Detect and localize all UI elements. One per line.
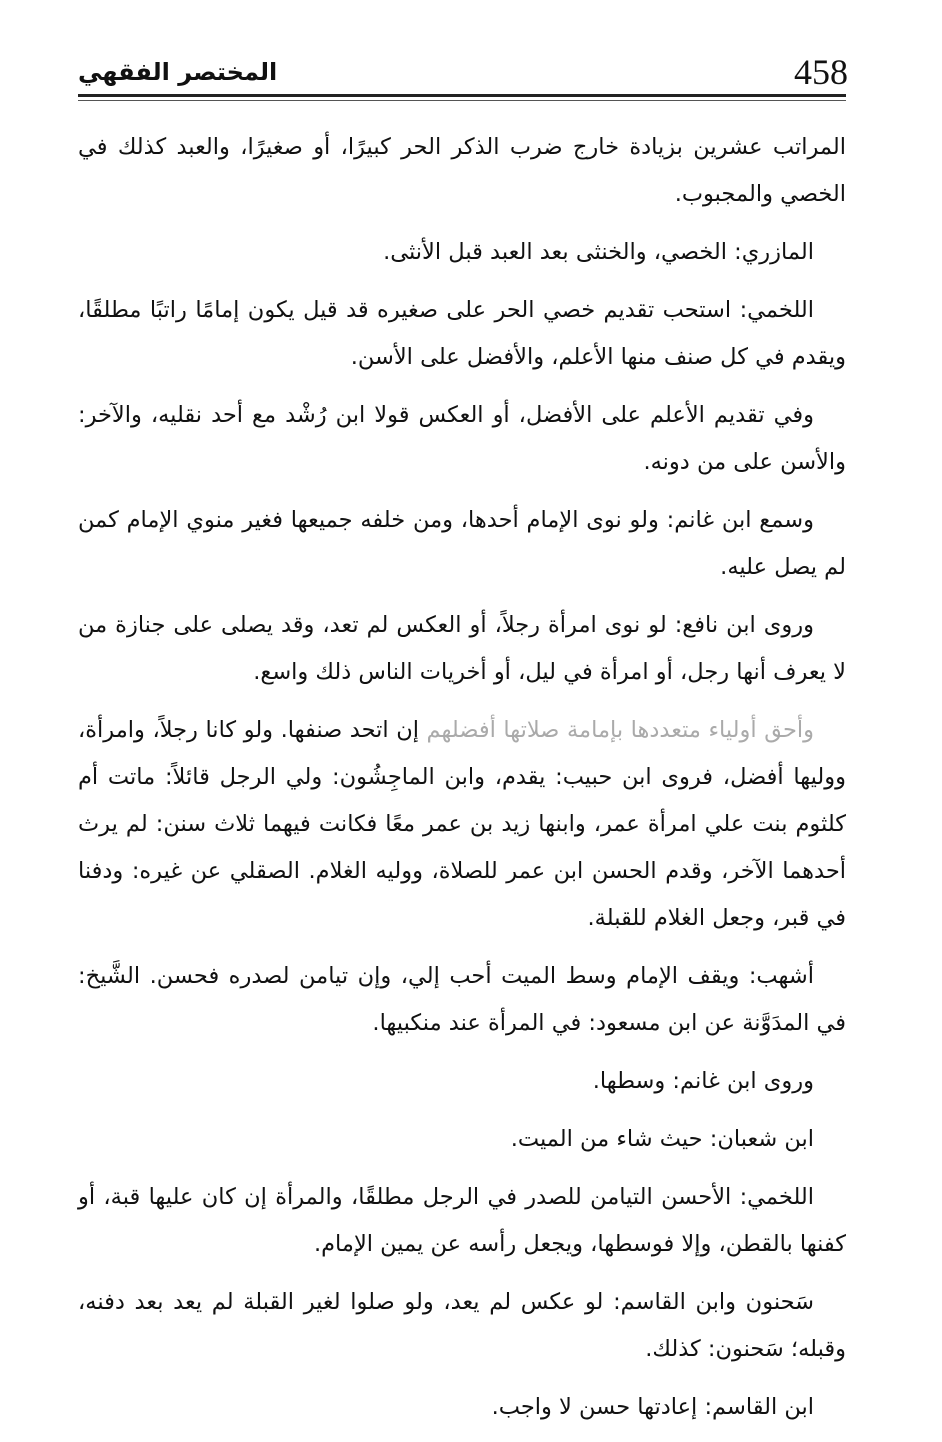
- page-number: 458: [794, 52, 848, 92]
- paragraph: أشهب: ويقف الإمام وسط الميت أحب إلي، وإن تيامن لصدره فحسن. الشَّيخ: في المدَوَّنة عن ابن مسعود: في المرأة عند منكبيها.: [78, 963, 846, 1036]
- paragraph: سَحنون وابن القاسم: لو عكس لم يعد، ولو صلوا لغير القبلة لم يعد بعد دفنه، وقبله؛ سَحنون: كذلك.: [78, 1289, 846, 1362]
- body-text: [78, 124, 846, 1442]
- paragraph: وفي تقديم الأعلم على الأفضل، أو العكس قولا ابن رُشْد مع أحد نقليه، والآخر: والأسن على من دونه.: [78, 402, 846, 475]
- page-header: [78, 46, 846, 94]
- header-rule-thin: [78, 100, 846, 101]
- paragraph: وسمع ابن غانم: ولو نوى الإمام أحدها، ومن خلفه جميعها فغير منوي الإمام كمن لم يصل عليه.: [78, 507, 846, 580]
- paragraph: ابن القاسم: إعادتها حسن لا واجب.: [491, 1394, 814, 1420]
- paragraph: [78, 707, 846, 942]
- paragraph: ابن شعبان: حيث شاء من الميت.: [510, 1126, 814, 1152]
- paragraph: المراتب عشرين بزيادة خارج ضرب الذكر الحر كبيرًا، أو صغيرًا، والعبد كذلك في الخصي والمجبوب.: [78, 134, 846, 207]
- paragraph: اللخمي: الأحسن التيامن للصدر في الرجل مطلقًا، والمرأة إن كان عليها قبة، أو كفنها بالقطن، وإلا فوسطها، ويجعل رأسه عن يمين الإمام.: [78, 1184, 846, 1257]
- paragraph: وروى ابن غانم: وسطها.: [592, 1068, 814, 1094]
- paragraph-text: إن اتحد صنفها. ولو كانا رجلاً، وامرأة، ووليها أفضل، فروى ابن حبيب: يقدم، وابن الماجِشُون: ولي الرجل قائلاً: ماتت أم كلثوم بنت علي امرأة عمر، وابنها زيد بن عمر معًا فكانت فيهما ثلاث سنن: لم يرث أحدهما الآخر، وقدم الحسن ابن عمر للصلاة، ووليه الغلام. الصقلي عن غيره: ودفنا في قبر، وجعل الغلام للقبلة.: [78, 717, 846, 931]
- header-rule: [78, 94, 846, 97]
- faded-text: وأحق أولياء متعددها بإمامة صلاتها أفضلهم: [426, 717, 815, 743]
- running-title: المختصر الفقهي: [78, 58, 278, 86]
- paragraph: اللخمي: استحب تقديم خصي الحر على صغيره قد قيل يكون إمامًا راتبًا مطلقًا، ويقدم في كل صنف منها الأعلم، والأفضل على الأسن.: [78, 297, 846, 370]
- paragraph: المازري: الخصي، والخنثى بعد العبد قبل الأنثى.: [383, 239, 814, 265]
- paragraph: وروى ابن نافع: لو نوى امرأة رجلاً، أو العكس لم تعد، وقد يصلى على جنازة من لا يعرف أنها رجل، أو امرأة في ليل، أو أخريات الناس ذلك واسع.: [78, 612, 846, 685]
